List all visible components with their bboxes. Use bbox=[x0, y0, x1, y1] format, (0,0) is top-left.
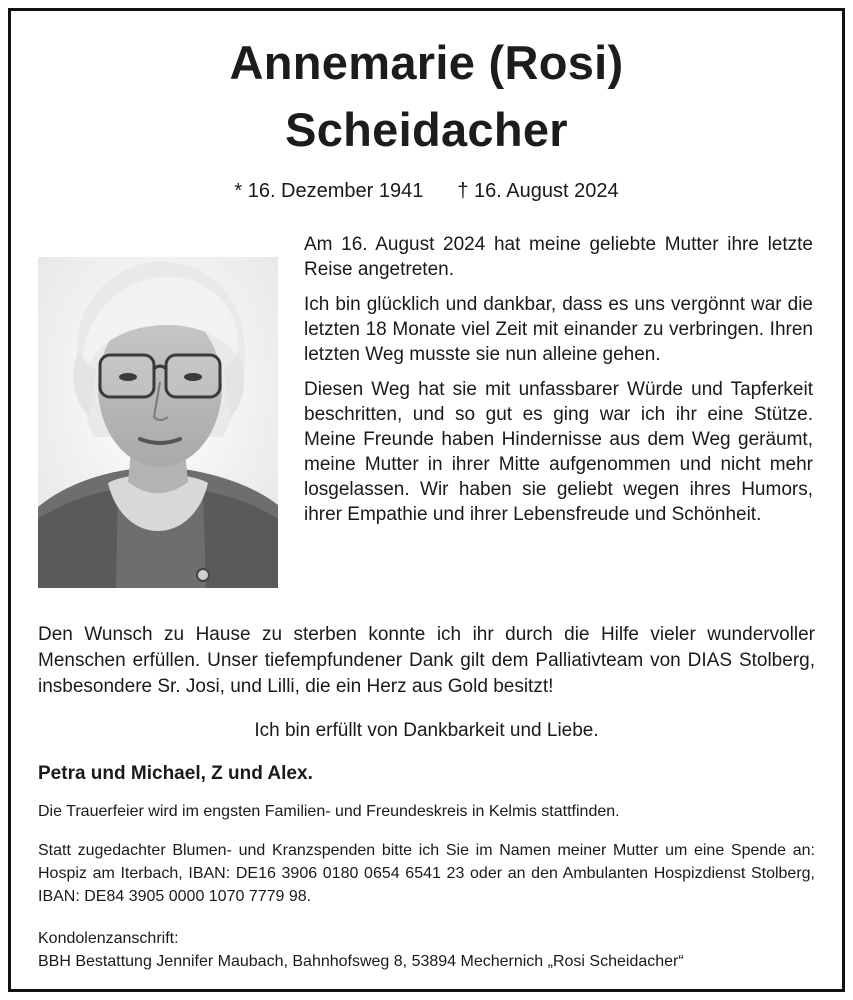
condolence-label: Kondolenzanschrift: bbox=[38, 930, 179, 947]
deceased-name-line1: Annemarie (Rosi) bbox=[229, 36, 624, 89]
tribute-text bbox=[304, 232, 813, 537]
birth-date: * 16. Dezember 1941 bbox=[234, 180, 424, 202]
paragraph: Diesen Weg hat sie mit unfassbarer Würde und Tapferkeit beschritten, und so gut es ging war ich ihr eine Stütze. Meine Freunde haben Hindernisse aus dem Weg geräumt, meine Mutter in ihrer Mitte aufgenommen und nicht mehr losgelassen. Wir haben sie geliebt wegen ihres Humors, ihrer Empathie und ihrer Lebensfreude und Schönheit. bbox=[304, 379, 813, 525]
ceremony-info: Die Trauerfeier wird im engsten Familien- und Freundeskreis in Kelmis stattfinden. bbox=[38, 803, 620, 820]
condolence-address: BBH Bestattung Jennifer Maubach, Bahnhofsweg 8, 53894 Mechernich „Rosi Scheidacher“ bbox=[38, 953, 684, 970]
life-dates bbox=[0, 178, 853, 204]
family-signature: Petra und Michael, Z und Alex. bbox=[38, 763, 313, 784]
donation-info: Statt zugedachter Blumen- und Kranzspenden bitte ich Sie im Namen meiner Mutter um eine Spende an: Hospiz am Iterbach, IBAN: DE16 3906 0180 0654 6541 23 oder an den Ambulanten Hospizdienst Stolberg, IBAN: DE84 3905 0000 1070 7779 98. bbox=[38, 842, 815, 905]
paragraph: Am 16. August 2024 hat meine geliebte Mutter ihre letzte Reise angetreten. bbox=[304, 234, 813, 280]
portrait-photo bbox=[38, 257, 278, 588]
paragraph: Ich bin glücklich und dankbar, dass es uns vergönnt war die letzten 18 Monate viel Zeit mit einander zu verbringen. Ihren letzten Weg musste sie nun alleine gehen. bbox=[304, 294, 813, 365]
thanks-paragraph: Den Wunsch zu Hause zu sterben konnte ich ihr durch die Hilfe vieler wundervoller Menschen erfüllen. Unser tiefempfundener Dank gilt dem Palliativteam von DIAS Stolberg, insbesondere Sr. Josi, und Lilli, die ein Herz aus Gold besitzt! bbox=[38, 624, 815, 697]
deceased-name-line2: Scheidacher bbox=[285, 103, 568, 156]
death-date: † 16. August 2024 bbox=[457, 180, 619, 202]
condolence-address-block bbox=[38, 927, 815, 973]
closing-line: Ich bin erfüllt von Dankbarkeit und Liebe. bbox=[254, 720, 599, 741]
